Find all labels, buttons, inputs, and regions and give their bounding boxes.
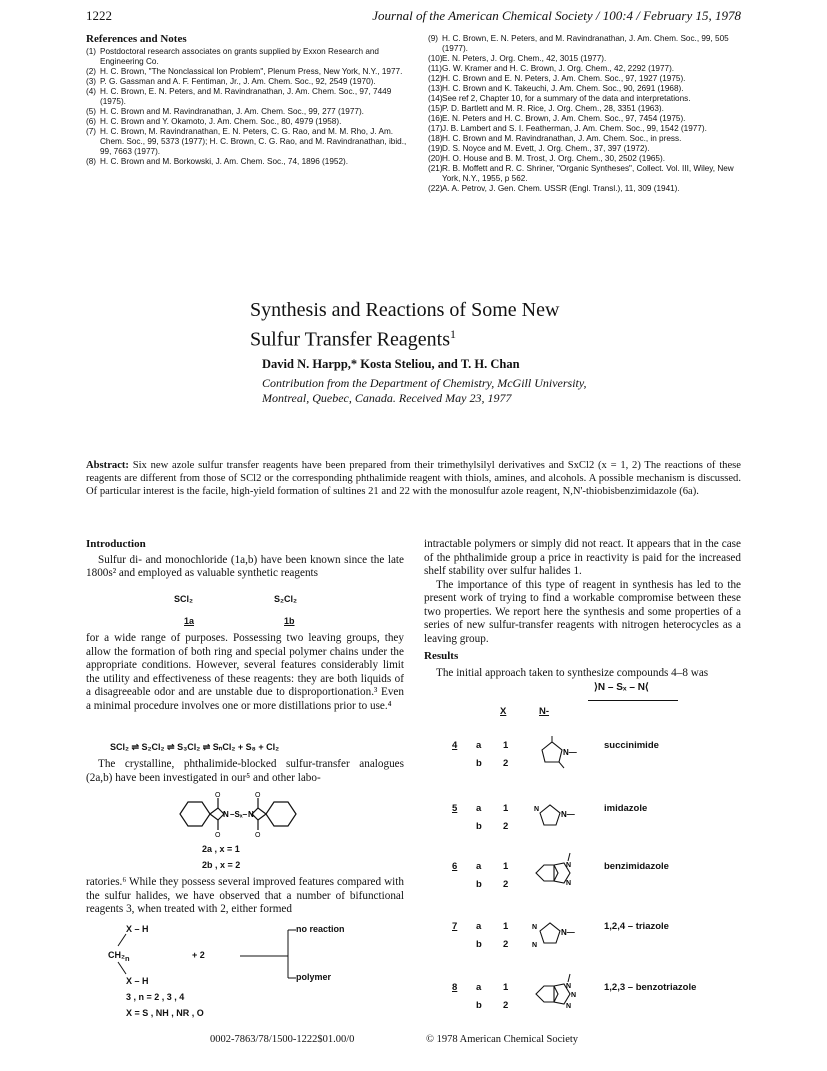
scl2-formula: SCl₂ bbox=[174, 594, 194, 604]
reference-text: P. D. Bartlett and M. R. Rice, J. Org. Chem., 28, 3351 (1963). bbox=[442, 104, 664, 113]
reference-text: J. B. Lambert and S. I. Featherman, J. Am. Chem. Soc., 99, 1542 (1977). bbox=[442, 124, 707, 133]
affiliation bbox=[262, 376, 642, 406]
svg-text:N: N bbox=[566, 880, 572, 887]
reference-item bbox=[428, 84, 742, 94]
reference-text: H. C. Brown and M. Borkowski, J. Am. Chem. Soc., 74, 1896 (1952). bbox=[100, 157, 348, 166]
reference-text: Postdoctoral research associates on grants supplied by Exxon Research and Engineering Co. bbox=[100, 47, 379, 66]
left-column bbox=[86, 538, 404, 581]
title-line-2: Sulfur Transfer Reagents bbox=[250, 328, 450, 351]
abstract-label: Abstract: bbox=[86, 460, 129, 471]
intro-paragraph-4: ratories.⁶ While they possess several improved features compared with the sulfur halides, we have observed that a number of bifunctional reagents 3, when treated with 2, either formed bbox=[86, 876, 404, 915]
svg-text:N—: N— bbox=[561, 928, 575, 937]
title-footnote: 1 bbox=[449, 327, 456, 341]
svg-text:–Sₓ–: –Sₓ– bbox=[230, 810, 248, 819]
compound-name: succinimide bbox=[604, 740, 659, 751]
table-header-formula: ⟩N – Sₓ – N⟨ bbox=[594, 682, 649, 693]
svg-text:O: O bbox=[215, 792, 221, 799]
footer-code: 0002-7863/78/1500-1222$01.00/0 bbox=[210, 1034, 355, 1045]
reference-number: (16) bbox=[428, 114, 443, 123]
authors: David N. Harpp,* Kosta Steliou, and T. H. Chan bbox=[262, 357, 520, 371]
reference-item bbox=[428, 34, 742, 54]
compound-name: benzimidazole bbox=[604, 861, 669, 872]
intro-paragraph-2: for a wide range of purposes. Possessing two leaving groups, they allow the formation of both ring and special polymer chains under the appropriate conditions. However, several features considerably limit the utility and effectiveness of these reagents: they are both liquids of a disagreeable odor and are unstable due to disproportionation.³ Even a minimal procedure involves one or more distillations prior to use.⁴ bbox=[86, 632, 404, 712]
imidazole-icon bbox=[532, 795, 584, 836]
label-1a: 1a bbox=[184, 616, 195, 626]
table-header-x: X bbox=[500, 706, 507, 717]
right-column bbox=[424, 538, 741, 680]
reference-text: See ref 2, Chapter 10, for a summary of the data and interpretations. bbox=[442, 94, 691, 103]
succinimide-icon bbox=[532, 732, 584, 773]
reference-text: H. C. Brown and M. Ravindranathan, J. Am. Chem. Soc., 99, 277 (1977). bbox=[100, 107, 364, 116]
abstract-text: Six new azole sulfur transfer reagents have been prepared from their trimethylsilyl derivatives and SxCl2 (x = 1, 2) The reactions of these reagents are different from those of SCl2 or the corresponding phthalimide reagent with thiols, amines, and alcohols. A possible mechanism is discussed. Of particular interest is the facile, high-yield formation of sultines 21 and 22 with the monosulfur azole reagent, N,N'-thiobisbenzimidazole (6a). bbox=[86, 460, 741, 497]
reference-text: E. N. Peters, J. Org. Chem., 42, 3015 (1977). bbox=[442, 54, 607, 63]
compound-variant-b: b bbox=[476, 939, 482, 950]
intro-paragraph-3: The crystalline, phthalimide-blocked sulfur-transfer analogues (2a,b) have been investigated in our⁵ and other labo- bbox=[86, 758, 404, 784]
compound-x-a: 1 bbox=[503, 921, 509, 932]
intro-paragraph-1: Sulfur di- and monochloride (1a,b) have been known since the late 1800s² and employed as valuable synthetic reagents bbox=[86, 553, 404, 579]
compound-variant-b: b bbox=[476, 879, 482, 890]
scheme-ch2: $CH_2_n$ bbox=[108, 950, 130, 963]
reference-text: H. C. Brown and E. N. Peters, J. Am. Chem. Soc., 97, 1927 (1975). bbox=[442, 74, 686, 83]
affiliation-line-2: Montreal, Quebec, Canada. Received May 23, 1977 bbox=[262, 391, 512, 405]
reference-item bbox=[428, 74, 742, 84]
scheme-x-values: X = S , NH , NR , O bbox=[126, 1008, 204, 1018]
svg-text:N: N bbox=[566, 862, 572, 869]
scheme-n-subscript: n bbox=[125, 953, 130, 963]
disproportionation-equation: SCl₂ ⇌ S₂Cl₂ ⇌ S₃Cl₂ ⇌ SₙCl₂ + S₈ + Cl₂ bbox=[110, 742, 280, 752]
reference-item bbox=[428, 154, 742, 164]
svg-text:N: N bbox=[566, 1003, 572, 1010]
phthalimide-structure bbox=[168, 790, 308, 838]
reference-item bbox=[86, 67, 411, 77]
compound-number: 6 bbox=[452, 861, 458, 872]
reference-item bbox=[86, 117, 411, 127]
reference-number: (22) bbox=[428, 184, 443, 193]
reference-item bbox=[428, 114, 742, 124]
compound-variant-a: a bbox=[476, 803, 482, 814]
scheme-xh-bottom: X – H bbox=[126, 976, 149, 986]
benzimidazole-icon bbox=[532, 853, 584, 894]
compound-x-b: 2 bbox=[503, 939, 509, 950]
results-paragraph-1: The initial approach taken to synthesize compounds 4–8 was bbox=[436, 666, 709, 679]
compound-x-b: 2 bbox=[503, 879, 509, 890]
reference-number: (12) bbox=[428, 74, 443, 83]
svg-text:N—: N— bbox=[561, 810, 575, 819]
reference-text: H. C. Brown and Y. Okamoto, J. Am. Chem. Soc., 80, 4979 (1958). bbox=[100, 117, 342, 126]
reference-number: (7) bbox=[86, 127, 97, 136]
affiliation-line-1: Contribution from the Department of Chemistry, McGill University, bbox=[262, 376, 587, 390]
reference-item bbox=[428, 144, 742, 154]
label-2b: 2b , x = 2 bbox=[202, 860, 241, 870]
compound-name: 1,2,3 – benzotriazole bbox=[604, 982, 697, 993]
compound-number: 8 bbox=[452, 982, 458, 993]
s2cl2-formula: S₂Cl₂ bbox=[274, 594, 298, 604]
reference-item bbox=[86, 47, 411, 67]
right-paragraph-2: The importance of this type of reagent in synthesis has led to the present work of trying to find a workable compromise between these two properties. We report here the synthesis and some properties of a series of new sulfur-transfer reagents with nitrogen heterocycles as a leaving group. bbox=[424, 578, 741, 645]
reference-text: H. C. Brown, E. N. Peters, and M. Ravindranathan, J. Am. Chem. Soc., 99, 505 (1977). bbox=[442, 34, 729, 53]
abstract bbox=[86, 459, 741, 498]
reference-text: A. A. Petrov, J. Gen. Chem. USSR (Engl. Transl.), 11, 309 (1941). bbox=[442, 184, 680, 193]
label-1b: 1b bbox=[284, 616, 295, 626]
title-line-1: Synthesis and Reactions of Some New bbox=[250, 299, 560, 321]
reference-item bbox=[86, 107, 411, 117]
reference-number: (2) bbox=[86, 67, 97, 76]
compound-variant-a: a bbox=[476, 982, 482, 993]
references-right bbox=[428, 34, 742, 194]
triazole-icon bbox=[532, 913, 584, 954]
svg-text:O: O bbox=[215, 832, 221, 838]
reference-text: H. C. Brown and M. Ravindranathan, J. Am. Chem. Soc., in press. bbox=[442, 134, 682, 143]
page-number: 1222 bbox=[86, 8, 112, 23]
svg-text:O: O bbox=[255, 832, 261, 838]
reference-text: E. N. Peters and H. C. Brown, J. Am. Chem. Soc., 97, 7454 (1975). bbox=[442, 114, 686, 123]
label-2a: 2a , x = 1 bbox=[202, 844, 240, 854]
benzotriazole-icon bbox=[532, 974, 584, 1015]
reference-number: (18) bbox=[428, 134, 443, 143]
reference-text: D. S. Noyce and M. Evett, J. Org. Chem., 37, 397 (1972). bbox=[442, 144, 650, 153]
reference-text: H. C. Brown, M. Ravindranathan, E. N. Peters, C. G. Rao, and M. M. Rho, J. Am. Chem. Soc., 99, 5373 (1977); H. C. Brown, C. G. Rao, and M. Ravindranathan, ibid., 99, 7663 (1977). bbox=[100, 127, 407, 156]
compound-variant-b: b bbox=[476, 821, 482, 832]
reference-item bbox=[86, 127, 411, 157]
introduction-heading: Introduction bbox=[86, 538, 146, 550]
reference-text: P. G. Gassman and A. F. Fentiman, Jr., J. Am. Chem. Soc., 92, 2549 (1970). bbox=[100, 77, 376, 86]
reference-number: (8) bbox=[86, 157, 97, 166]
svg-text:O: O bbox=[255, 792, 261, 799]
reference-number: (21) bbox=[428, 164, 443, 173]
svg-text:N: N bbox=[571, 992, 577, 999]
reference-number: (14) bbox=[428, 94, 443, 103]
compound-variant-a: a bbox=[476, 921, 482, 932]
compound-x-b: 2 bbox=[503, 758, 509, 769]
reference-number: (9) bbox=[428, 34, 439, 43]
compound-x-a: 1 bbox=[503, 861, 509, 872]
reference-text: R. B. Moffett and R. C. Shriner, "Organic Syntheses", Collect. Vol. III, Wiley, New York, N.Y., 1955, p 562. bbox=[442, 164, 734, 183]
reference-item bbox=[428, 54, 742, 64]
compound-name: 1,2,4 – triazole bbox=[604, 921, 669, 932]
reference-item bbox=[428, 104, 742, 114]
reference-item bbox=[86, 157, 411, 167]
reference-item bbox=[428, 184, 742, 194]
reference-number: (1) bbox=[86, 47, 97, 56]
reference-text: H. C. Brown, "The Nonclassical Ion Problem", Plenum Press, New York, N.Y., 1977. bbox=[100, 67, 403, 76]
compound-x-b: 2 bbox=[503, 821, 509, 832]
references-left bbox=[86, 34, 411, 167]
compound-variant-b: b bbox=[476, 1000, 482, 1011]
compound-x-a: 1 bbox=[503, 740, 509, 751]
reference-number: (17) bbox=[428, 124, 443, 133]
reference-number: (11) bbox=[428, 64, 442, 73]
reference-number: (6) bbox=[86, 117, 97, 126]
compound-variant-a: a bbox=[476, 861, 482, 872]
journal-header: Journal of the American Chemical Society / 100:4 / February 15, 1978 bbox=[372, 8, 741, 23]
reference-item bbox=[86, 77, 411, 87]
scheme-xh-top: X – H bbox=[126, 924, 149, 934]
compound-x-a: 1 bbox=[503, 982, 509, 993]
reference-text: H. O. House and B. M. Trost, J. Org. Chem., 30, 2502 (1965). bbox=[442, 154, 665, 163]
svg-text:N: N bbox=[248, 810, 254, 819]
reference-text: H. C. Brown and K. Takeuchi, J. Am. Chem. Soc., 90, 2691 (1968). bbox=[442, 84, 684, 93]
reference-number: (13) bbox=[428, 84, 443, 93]
compound-variant-a: a bbox=[476, 740, 482, 751]
reference-number: (20) bbox=[428, 154, 443, 163]
table-header-n: N- bbox=[539, 706, 550, 717]
scheme-no-reaction: no reaction bbox=[296, 924, 345, 934]
svg-text:N: N bbox=[534, 806, 540, 813]
svg-text:N: N bbox=[566, 983, 572, 990]
reference-number: (19) bbox=[428, 144, 443, 153]
reference-number: (10) bbox=[428, 54, 443, 63]
article-title bbox=[250, 298, 650, 352]
compound-number: 5 bbox=[452, 803, 458, 814]
reference-item bbox=[428, 134, 742, 144]
scheme-plus-2: + 2 bbox=[192, 950, 205, 960]
footer-copyright: © 1978 American Chemical Society bbox=[426, 1034, 579, 1045]
compound-x-b: 2 bbox=[503, 1000, 509, 1011]
compound-number: 4 bbox=[452, 740, 458, 751]
reference-item bbox=[86, 87, 411, 107]
reference-item bbox=[428, 94, 742, 104]
svg-text:N: N bbox=[532, 924, 538, 931]
reference-number: (5) bbox=[86, 107, 97, 116]
compound-number: 7 bbox=[452, 921, 458, 932]
scheme-n-values: 3 , n = 2 , 3 , 4 bbox=[126, 992, 185, 1002]
reference-text: H. C. Brown, E. N. Peters, and M. Ravindranathan, J. Am. Chem. Soc., 97, 7449 (1975). bbox=[100, 87, 392, 106]
reference-item bbox=[428, 164, 742, 184]
reference-number: (4) bbox=[86, 87, 97, 96]
reference-number: (3) bbox=[86, 77, 97, 86]
svg-text:N—: N— bbox=[563, 748, 577, 757]
reference-number: (15) bbox=[428, 104, 443, 113]
compound-name: imidazole bbox=[604, 803, 648, 814]
svg-text:N: N bbox=[532, 942, 538, 949]
table-header-rule bbox=[588, 700, 678, 701]
reference-item bbox=[428, 64, 742, 74]
reference-text: G. W. Kramer and H. C. Brown, J. Org. Chem., 42, 2292 (1977). bbox=[442, 64, 675, 73]
reference-item bbox=[428, 124, 742, 134]
scheme-polymer: polymer bbox=[296, 972, 332, 982]
right-paragraph-1: intractable polymers or simply did not react. It appears that in the case of the phthalimide group a price in reactivity is paid for the increased shelf stability over sulfur halides 1. bbox=[424, 538, 741, 577]
compound-x-a: 1 bbox=[503, 803, 509, 814]
svg-text:N: N bbox=[223, 810, 229, 819]
results-heading: Results bbox=[424, 650, 459, 662]
scheme-arrows bbox=[110, 924, 310, 984]
references-title: References and Notes bbox=[86, 33, 187, 45]
compound-variant-b: b bbox=[476, 758, 482, 769]
